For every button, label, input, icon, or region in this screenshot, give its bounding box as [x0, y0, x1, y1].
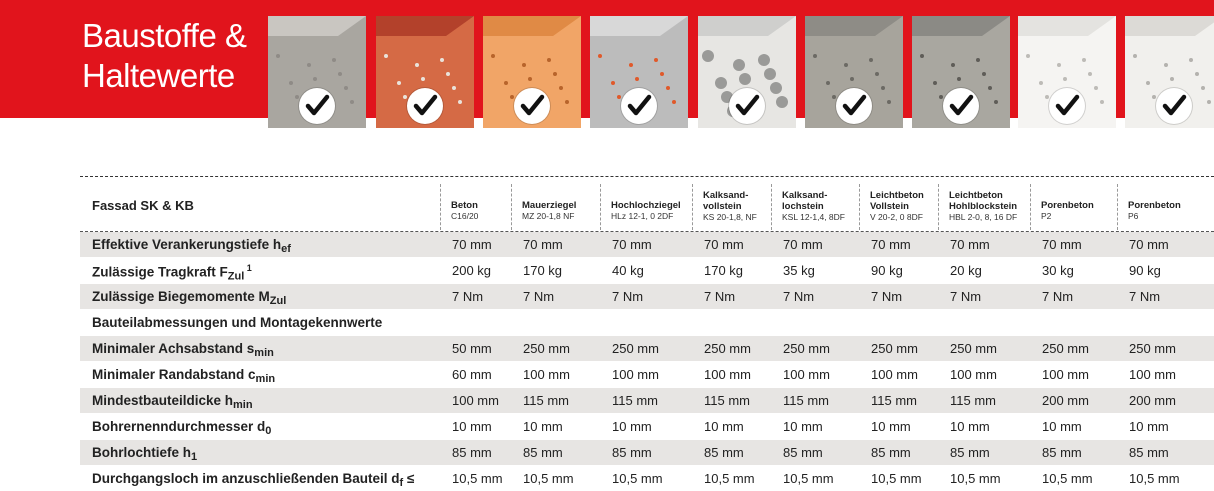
column-header	[1030, 184, 1094, 230]
table-row	[80, 466, 1214, 491]
table-cell: 35 kg	[783, 263, 815, 278]
column-header-label	[870, 190, 924, 223]
table-cell: 250 mm	[704, 341, 751, 356]
column-name: Mauerziegel	[522, 200, 577, 211]
checkmark-icon	[943, 88, 979, 124]
column-subtitle: MZ 20-1,8 NF	[522, 211, 575, 221]
row-label-subscript: ef	[281, 243, 291, 255]
table-cell: 70 mm	[783, 237, 823, 252]
table-cell: 70 mm	[871, 237, 911, 252]
table-cell: 250 mm	[783, 341, 830, 356]
table-row	[80, 336, 1214, 361]
table-cell: 10,5 mm	[950, 471, 1001, 486]
row-label-text: Bohrernenndurchmesser d	[92, 419, 266, 434]
column-header-label	[949, 190, 1017, 223]
table-cell: 200 kg	[452, 263, 492, 278]
column-subtitle: P6	[1128, 211, 1139, 221]
column-subtitle: P2	[1041, 211, 1052, 221]
row-label	[92, 471, 414, 489]
row-label-suffix: ≤	[403, 471, 415, 486]
table-cell: 115 mm	[612, 393, 658, 408]
table-cell: 10,5 mm	[612, 471, 663, 486]
table-cell: 10,5 mm	[783, 471, 834, 486]
column-name: Hochlochziegel	[611, 200, 681, 211]
row-label-text: Minimaler Achsabstand s	[92, 341, 255, 356]
table-cell: 85 mm	[523, 445, 563, 460]
column-name: Beton	[451, 200, 478, 211]
table-cell: 200 mm	[1129, 393, 1176, 408]
row-label-text: Mindestbauteildicke h	[92, 393, 234, 408]
table-cell: 250 mm	[871, 341, 918, 356]
table-cell: 70 mm	[612, 237, 652, 252]
table-cell: 7 Nm	[783, 289, 815, 304]
table-cell: 10 mm	[950, 419, 990, 434]
page-title	[82, 16, 247, 96]
hollow-brick-icon	[590, 16, 688, 128]
product-name: Fassad SK & KB	[92, 198, 194, 213]
table-cell: 70 mm	[704, 237, 744, 252]
table-cell: 7 Nm	[612, 289, 644, 304]
table-cell: 30 kg	[1042, 263, 1074, 278]
table-cell: 10 mm	[1129, 419, 1169, 434]
table-cell: 10,5 mm	[1129, 471, 1180, 486]
row-label-text: Durchgangsloch im anzuschließenden Bauteil d	[92, 471, 400, 486]
table-cell: 100 mm	[783, 367, 830, 382]
table-cell: 85 mm	[452, 445, 492, 460]
row-label	[92, 315, 382, 330]
table-row	[80, 284, 1214, 309]
table-cell: 10 mm	[452, 419, 492, 434]
column-header-label	[451, 200, 478, 222]
column-header	[1117, 184, 1181, 230]
hollow-block-icon	[912, 16, 1010, 128]
table-cell: 10,5 mm	[523, 471, 574, 486]
column-header-label	[782, 190, 845, 223]
table-cell: 250 mm	[1129, 341, 1176, 356]
checkmark-icon	[1156, 88, 1192, 124]
table-cell: 85 mm	[612, 445, 652, 460]
table-cell: 250 mm	[612, 341, 659, 356]
row-label	[92, 445, 197, 463]
table-row	[80, 388, 1214, 413]
row-label-subscript: 1	[191, 451, 198, 463]
column-header	[440, 184, 479, 230]
table-cell: 40 kg	[612, 263, 644, 278]
column-subtitle: KS 20-1,8, NF	[703, 212, 757, 222]
table-cell: 170 kg	[523, 263, 563, 278]
column-header	[692, 184, 757, 230]
table-cell: 90 kg	[871, 263, 903, 278]
table-cell: 70 mm	[523, 237, 563, 252]
table-cell: 70 mm	[950, 237, 990, 252]
column-header-label	[1128, 200, 1181, 222]
perforated-brick-icon	[483, 16, 581, 128]
column-header	[511, 184, 577, 230]
column-header-label	[611, 200, 681, 222]
aerated-concrete-p2-icon	[1018, 16, 1116, 128]
aerated-concrete-p6-icon	[1125, 16, 1214, 128]
table-row	[80, 440, 1214, 465]
row-label-subscript: min	[233, 399, 253, 411]
table-cell: 85 mm	[704, 445, 744, 460]
table-top-rule	[80, 176, 1214, 177]
table-header	[80, 178, 1214, 230]
table-cell: 200 mm	[1042, 393, 1089, 408]
table-cell: 100 mm	[704, 367, 751, 382]
table-cell: 115 mm	[950, 393, 996, 408]
table-cell: 50 mm	[452, 341, 492, 356]
row-label-subscript: min	[254, 347, 274, 359]
row-label	[92, 289, 286, 307]
column-header-label	[1041, 200, 1094, 222]
row-label	[92, 367, 275, 385]
table-cell: 170 kg	[704, 263, 744, 278]
table-row	[80, 232, 1214, 257]
table-cell: 250 mm	[1042, 341, 1089, 356]
checkmark-icon	[621, 88, 657, 124]
table-cell: 100 mm	[452, 393, 499, 408]
column-name: Porenbeton	[1041, 200, 1094, 211]
checkmark-icon	[729, 88, 765, 124]
table-cell: 7 Nm	[1042, 289, 1074, 304]
column-subtitle: V 20-2, 0 8DF	[870, 212, 923, 222]
row-label-footnote: 1	[244, 263, 252, 273]
column-subtitle: HBL 2-0, 8, 16 DF	[949, 212, 1018, 222]
column-header	[938, 184, 1018, 230]
table-cell: 85 mm	[1129, 445, 1169, 460]
row-label	[92, 263, 252, 283]
column-subtitle: KSL 12-1,4, 8DF	[782, 212, 845, 222]
title-line-2: Haltewerte	[82, 57, 235, 94]
column-name: Leichtbeton Hohlblockstein	[949, 190, 1018, 212]
table-cell: 10 mm	[783, 419, 823, 434]
column-header	[771, 184, 845, 230]
table-cell: 100 mm	[1042, 367, 1089, 382]
beton-block-icon	[268, 16, 366, 128]
column-header-label	[522, 200, 576, 222]
table-cell: 70 mm	[452, 237, 492, 252]
column-header	[600, 184, 681, 230]
table-cell: 85 mm	[783, 445, 823, 460]
checkmark-icon	[407, 88, 443, 124]
checkmark-icon	[514, 88, 550, 124]
row-label-subscript: Zul	[227, 270, 245, 283]
row-label-subscript: f	[399, 477, 404, 489]
row-label	[92, 393, 253, 411]
table-cell: 10 mm	[612, 419, 652, 434]
column-name: Leichtbeton Vollstein	[870, 190, 924, 212]
table-cell: 70 mm	[1042, 237, 1082, 252]
row-label-text: Bauteilabmessungen und Montagekennwerte	[92, 315, 383, 330]
table-cell: 85 mm	[871, 445, 911, 460]
column-subtitle: HLz 12-1, 0 2DF	[611, 211, 674, 221]
row-label	[92, 419, 271, 437]
table-cell: 250 mm	[950, 341, 997, 356]
table-cell: 115 mm	[523, 393, 569, 408]
table-cell: 70 mm	[1129, 237, 1169, 252]
table-cell: 10,5 mm	[871, 471, 922, 486]
table-row	[80, 258, 1214, 283]
table-cell: 100 mm	[612, 367, 659, 382]
table-cell: 100 mm	[950, 367, 997, 382]
table-cell: 7 Nm	[950, 289, 982, 304]
table-cell: 10,5 mm	[452, 471, 503, 486]
row-label-text: Effektive Verankerungstiefe h	[92, 237, 282, 252]
table-row	[80, 362, 1214, 387]
table-cell: 115 mm	[871, 393, 917, 408]
table-cell: 100 mm	[1129, 367, 1176, 382]
column-header	[859, 184, 924, 230]
row-label-subscript: 0	[265, 425, 272, 437]
table-cell: 20 kg	[950, 263, 982, 278]
column-header-label	[703, 190, 757, 223]
table-cell: 10,5 mm	[1042, 471, 1093, 486]
checkmark-icon	[299, 88, 335, 124]
table-cell: 10 mm	[523, 419, 563, 434]
row-label-subscript: Zul	[269, 295, 287, 307]
checkmark-icon	[1049, 88, 1085, 124]
table-cell: 10 mm	[871, 419, 911, 434]
column-subtitle: C16/20	[451, 211, 479, 221]
column-name: Kalksand- vollstein	[703, 190, 749, 212]
sand-lime-brick-icon	[698, 16, 796, 128]
table-cell: 7 Nm	[523, 289, 555, 304]
row-label-text: Zulässige Biegemomente M	[92, 289, 270, 304]
column-name: Porenbeton	[1128, 200, 1181, 211]
table-cell: 10 mm	[1042, 419, 1082, 434]
table-cell: 7 Nm	[704, 289, 736, 304]
brick-wall-icon	[376, 16, 474, 128]
table-cell: 115 mm	[704, 393, 750, 408]
table-cell: 90 kg	[1129, 263, 1161, 278]
table-cell: 85 mm	[1042, 445, 1082, 460]
checkmark-icon	[836, 88, 872, 124]
table-cell: 85 mm	[950, 445, 990, 460]
table-cell: 60 mm	[452, 367, 492, 382]
row-label-text: Minimaler Randabstand c	[92, 367, 256, 382]
table-row	[80, 414, 1214, 439]
row-label	[92, 237, 291, 255]
row-label-text: Bohrlochtiefe h	[92, 445, 192, 460]
table-cell: 115 mm	[783, 393, 829, 408]
column-name: Kalksand- lochstein	[782, 190, 828, 212]
table-cell: 7 Nm	[1129, 289, 1161, 304]
table-cell: 10,5 mm	[704, 471, 755, 486]
table-cell: 100 mm	[871, 367, 918, 382]
table-cell: 100 mm	[523, 367, 570, 382]
table-cell: 250 mm	[523, 341, 570, 356]
table-cell: 10 mm	[704, 419, 744, 434]
table-cell: 7 Nm	[871, 289, 903, 304]
title-line-1: Baustoffe &	[82, 17, 247, 54]
row-label-text: Zulässige Tragkraft F	[92, 264, 228, 280]
row-label	[92, 341, 274, 359]
table-row	[80, 310, 1214, 335]
lightweight-concrete-icon	[805, 16, 903, 128]
table-cell: 7 Nm	[452, 289, 484, 304]
row-label-subscript: min	[255, 373, 276, 385]
